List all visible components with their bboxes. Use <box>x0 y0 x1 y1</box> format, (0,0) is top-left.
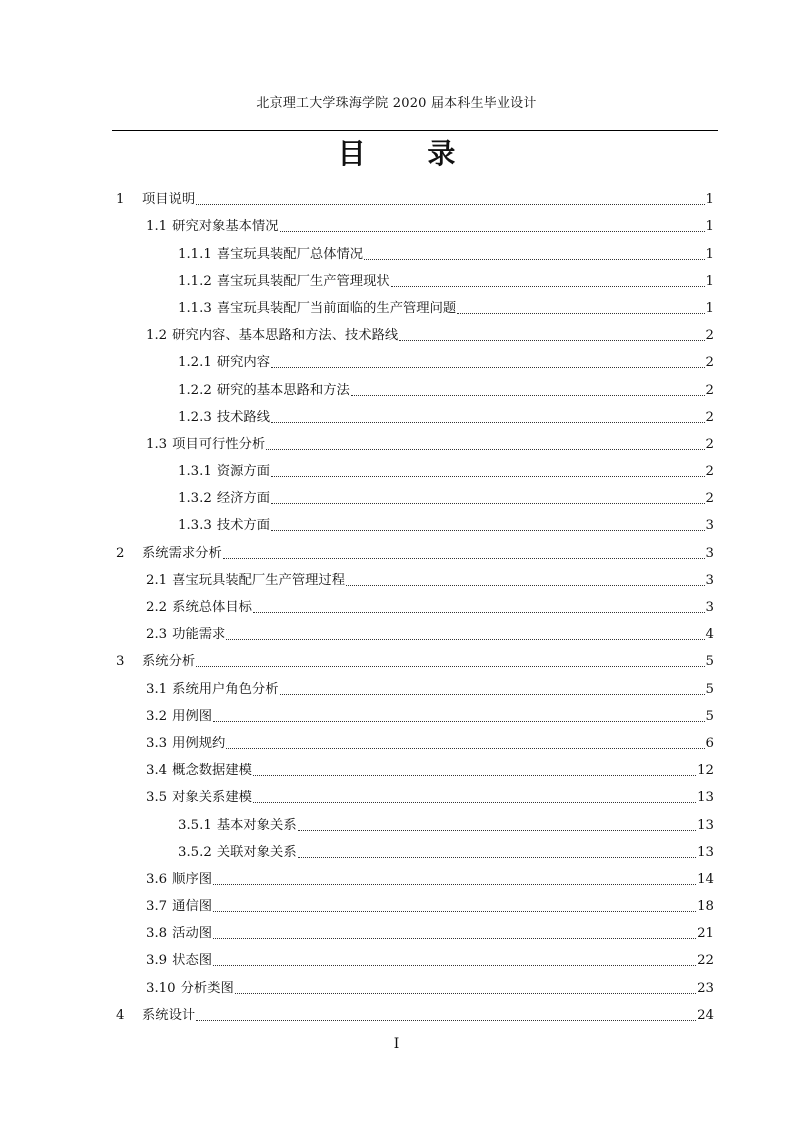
toc-entry[interactable] <box>0 187 793 214</box>
toc-entry-number: 1 <box>116 192 125 208</box>
toc-entry-page: 2 <box>705 328 714 344</box>
toc-entry-title: 研究内容 <box>216 355 271 371</box>
toc-dot-leader <box>226 639 704 640</box>
toc-entry-number: 1.2.2 <box>178 382 212 398</box>
toc-entry-title: 系统需求分析 <box>142 545 222 561</box>
toc-entry-number: 3.5 <box>146 790 168 806</box>
toc-entry-number: 3.5.2 <box>178 844 212 860</box>
toc-dot-leader <box>253 775 696 776</box>
running-header: 北京理工大学珠海学院 2020 届本科生毕业设计 <box>256 96 537 111</box>
toc-entry-number: 3.4 <box>146 763 168 779</box>
toc-entry-page: 2 <box>705 382 714 398</box>
toc-dot-leader <box>280 694 705 695</box>
toc-dot-leader <box>213 911 696 912</box>
toc-entry-page: 24 <box>697 1007 714 1023</box>
toc-entry[interactable] <box>0 377 793 404</box>
toc-dot-leader <box>457 313 704 314</box>
toc-entry-page: 23 <box>697 980 714 996</box>
toc-entry-page: 2 <box>705 355 714 371</box>
toc-entry-number: 3.7 <box>146 899 168 915</box>
toc-entry-number: 1.3.1 <box>178 464 212 480</box>
toc-dot-leader <box>391 286 705 287</box>
toc-entry[interactable] <box>0 1003 793 1030</box>
toc-dot-leader <box>213 965 696 966</box>
toc-dot-leader <box>346 585 705 586</box>
toc-entry-number: 2.3 <box>146 627 168 643</box>
toc-entry-page: 4 <box>705 627 714 643</box>
toc-entry[interactable] <box>0 622 793 649</box>
toc-dot-leader <box>226 748 704 749</box>
toc-entry[interactable] <box>0 867 793 894</box>
toc-entry-page: 3 <box>705 572 714 588</box>
toc-entry-page: 2 <box>705 491 714 507</box>
toc-entry[interactable] <box>0 459 793 486</box>
toc-entry-title: 喜宝玩具装配厂生产管理现状 <box>216 273 390 289</box>
toc-entry-title: 分析类图 <box>180 980 234 996</box>
toc-entry[interactable] <box>0 595 793 622</box>
toc-entry-title: 概念数据建模 <box>172 763 252 779</box>
toc-entry-title: 项目可行性分析 <box>172 436 266 452</box>
toc-entry-page: 1 <box>705 219 714 235</box>
toc-entry-page: 14 <box>697 871 714 887</box>
toc-entry[interactable] <box>0 894 793 921</box>
toc-entry-title: 状态图 <box>172 953 213 969</box>
toc-entry-title: 研究对象基本情况 <box>172 219 279 235</box>
toc-entry-title: 顺序图 <box>172 871 213 887</box>
toc-entry[interactable] <box>0 540 793 567</box>
toc-entry[interactable] <box>0 704 793 731</box>
toc-entry-title: 用例图 <box>172 708 213 724</box>
toc-entry[interactable] <box>0 513 793 540</box>
toc-entry-page: 13 <box>697 790 714 806</box>
toc-title: 目 录 <box>337 137 482 170</box>
toc-dot-leader <box>399 340 704 341</box>
toc-entry-page: 13 <box>697 817 714 833</box>
toc-entry[interactable] <box>0 948 793 975</box>
toc-dot-leader <box>298 857 696 858</box>
toc-dot-leader <box>280 231 705 232</box>
toc-entry-number: 1.2 <box>146 328 168 344</box>
toc-entry-title: 经济方面 <box>216 491 271 507</box>
toc-entry-title: 喜宝玩具装配厂当前面临的生产管理问题 <box>216 300 457 316</box>
toc-entry[interactable] <box>0 269 793 296</box>
toc-entry[interactable] <box>0 840 793 867</box>
toc-entry-title: 研究的基本思路和方法 <box>216 382 350 398</box>
toc-entry[interactable] <box>0 975 793 1002</box>
toc-dot-leader <box>213 884 696 885</box>
toc-dot-leader <box>298 830 696 831</box>
toc-entry-title: 系统设计 <box>142 1007 196 1023</box>
toc-entry[interactable] <box>0 350 793 377</box>
toc-entry-page: 1 <box>705 246 714 262</box>
toc-dot-leader <box>223 558 705 559</box>
toc-entry[interactable] <box>0 812 793 839</box>
toc-dot-leader <box>271 476 705 477</box>
toc-entry-number: 3 <box>116 654 125 670</box>
toc-entry-number: 1.3 <box>146 436 168 452</box>
toc-dot-leader <box>213 721 704 722</box>
toc-entry-title: 技术路线 <box>216 409 271 425</box>
toc-entry-number: 3.3 <box>146 735 168 751</box>
toc-entry-title: 研究内容、基本思路和方法、技术路线 <box>172 328 399 344</box>
toc-entry-page: 2 <box>705 436 714 452</box>
toc-entry-page: 2 <box>705 409 714 425</box>
toc-entry[interactable] <box>0 296 793 323</box>
header-rule <box>112 130 718 131</box>
toc-entry-title: 喜宝玩具装配厂总体情况 <box>216 246 364 262</box>
toc-entry[interactable] <box>0 405 793 432</box>
toc-entry[interactable] <box>0 731 793 758</box>
toc-dot-leader <box>364 259 704 260</box>
toc-dot-leader <box>351 395 705 396</box>
toc-entry-number: 1.1.2 <box>178 273 212 289</box>
toc-entry[interactable] <box>0 921 793 948</box>
toc-entry[interactable] <box>0 323 793 350</box>
toc-dot-leader <box>253 612 705 613</box>
toc-dot-leader <box>271 422 705 423</box>
toc-entry-page: 5 <box>705 654 714 670</box>
toc-dot-leader <box>271 530 705 531</box>
toc-dot-leader <box>196 204 704 205</box>
toc-entry-title: 系统分析 <box>142 654 196 670</box>
toc-entry-number: 1.1.1 <box>178 246 212 262</box>
toc-entry[interactable] <box>0 649 793 676</box>
toc-entry-title: 通信图 <box>172 899 213 915</box>
toc-entry-page: 21 <box>697 926 714 942</box>
toc-entry-number: 3.10 <box>146 980 176 996</box>
toc-entry-number: 3.8 <box>146 926 168 942</box>
toc-entry-page: 3 <box>705 545 714 561</box>
toc-entry-number: 3.1 <box>146 681 168 697</box>
toc-entry-number: 3.6 <box>146 871 168 887</box>
toc-entry-page: 1 <box>705 273 714 289</box>
toc-entry[interactable] <box>0 486 793 513</box>
toc-entry-page: 1 <box>705 300 714 316</box>
toc-entry-title: 活动图 <box>172 926 213 942</box>
toc-entry-page: 5 <box>705 708 714 724</box>
toc-dot-leader <box>213 938 696 939</box>
toc-entry-page: 2 <box>705 464 714 480</box>
toc-entry[interactable] <box>0 432 793 459</box>
toc-entry[interactable] <box>0 214 793 241</box>
toc-entry-number: 1.1.3 <box>178 300 212 316</box>
footer-page-number: I <box>393 1036 400 1052</box>
toc-entry-number: 1.2.1 <box>178 355 212 371</box>
toc-entry-title: 项目说明 <box>142 192 196 208</box>
toc-entry-number: 3.9 <box>146 953 168 969</box>
toc-entry-page: 5 <box>705 681 714 697</box>
toc-entry-title: 喜宝玩具装配厂生产管理过程 <box>172 572 346 588</box>
toc-entry-number: 1.2.3 <box>178 409 212 425</box>
table-of-contents <box>0 187 793 1030</box>
toc-entry-page: 1 <box>705 192 714 208</box>
toc-dot-leader <box>271 503 705 504</box>
toc-entry-title: 系统总体目标 <box>172 600 252 615</box>
toc-dot-leader <box>235 993 696 994</box>
toc-entry-title: 资源方面 <box>216 464 271 480</box>
toc-entry-number: 4 <box>116 1007 125 1023</box>
toc-entry-number: 3.2 <box>146 708 168 724</box>
toc-entry-title: 对象关系建模 <box>172 790 252 806</box>
toc-entry[interactable] <box>0 568 793 595</box>
toc-entry[interactable] <box>0 676 793 703</box>
toc-entry[interactable] <box>0 785 793 812</box>
toc-entry-title: 关联对象关系 <box>216 844 297 860</box>
toc-dot-leader <box>196 666 704 667</box>
toc-entry[interactable] <box>0 241 793 268</box>
toc-entry-number: 1.1 <box>146 219 168 235</box>
toc-entry[interactable] <box>0 758 793 785</box>
toc-entry-page: 12 <box>697 763 714 779</box>
toc-entry-page: 22 <box>697 953 714 969</box>
toc-entry-number: 2 <box>116 545 125 561</box>
toc-entry-page: 6 <box>705 735 714 751</box>
toc-dot-leader <box>266 449 704 450</box>
toc-entry-page: 13 <box>697 844 714 860</box>
toc-entry-number: 3.5.1 <box>178 817 212 833</box>
toc-entry-title: 功能需求 <box>172 627 226 643</box>
toc-dot-leader <box>196 1020 696 1021</box>
toc-entry-number: 1.3.2 <box>178 491 212 507</box>
toc-entry-page: 18 <box>697 899 714 915</box>
toc-entry-page: 3 <box>705 518 714 534</box>
toc-entry-page: 3 <box>705 600 714 615</box>
toc-entry-title: 基本对象关系 <box>216 817 297 833</box>
toc-entry-number: 1.3.3 <box>178 518 212 534</box>
toc-entry-number: 2.2 <box>146 600 168 615</box>
toc-entry-title: 用例规约 <box>172 735 226 751</box>
toc-entry-title: 技术方面 <box>216 518 271 534</box>
toc-dot-leader <box>253 802 696 803</box>
toc-entry-number: 2.1 <box>146 572 168 588</box>
toc-entry-title: 系统用户角色分析 <box>172 681 279 697</box>
toc-dot-leader <box>271 367 705 368</box>
